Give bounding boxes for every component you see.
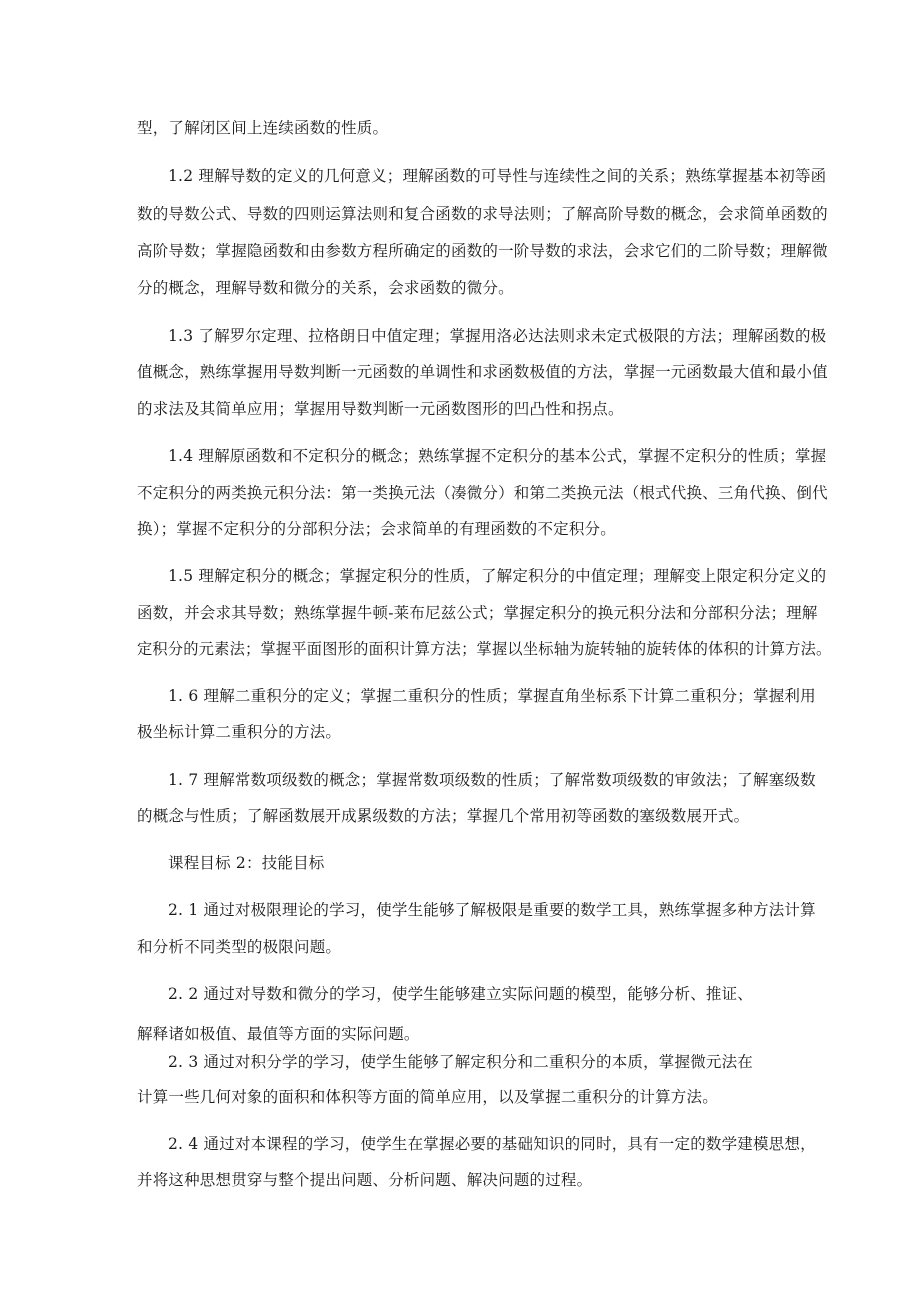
text-line: 数的导数公式、导数的四则运算法则和复合函数的求导法则；了解高阶导数的概念，会求简单函数的 [137, 205, 828, 223]
text-line: 1.5 理解定积分的概念；掌握定积分的性质，了解定积分的中值定理；理解变上限定积分定义的 [168, 567, 827, 585]
text-line: 不定积分的两类换元积分法：第一类换元法（凑微分）和第二类换元法（根式代换、三角代换、倒代 [137, 484, 828, 502]
text-line: 2. 1 通过对极限理论的学习，使学生能够了解极限是重要的数学工具，熟练掌握多种方法计算 [168, 901, 816, 919]
text-line: 1. 6 理解二重积分的定义；掌握二重积分的性质；掌握直角坐标系下计算二重积分；掌握利用 [168, 687, 816, 705]
text-line: 1. 7 理解常数项级数的概念；掌握常数项级数的性质；了解常数项级数的审敛法；了解塞级数 [168, 771, 816, 789]
text-line: 值概念，熟练掌握用导数判断一元函数的单调性和求函数极值的方法，掌握一元函数最大值和最小值 [137, 363, 828, 381]
text-line: 的概念与性质；了解函数展开成累级数的方法；掌握几个常用初等函数的塞级数展开式。 [137, 807, 750, 825]
text-line: 1.4 理解原函数和不定积分的概念；熟练掌握不定积分的基本公式，掌握不定积分的性质；掌握 [168, 447, 827, 465]
text-line: 1.3 了解罗尔定理、拉格朗日中值定理；掌握用洛必达法则求未定式极限的方法；理解函数的极 [168, 327, 827, 345]
section-heading: 课程目标 2：技能目标 [168, 854, 325, 872]
text-line: 函数，并会求其导数；熟练掌握牛顿-莱布尼兹公式；掌握定积分的换元积分法和分部积分法；理解 [137, 604, 818, 622]
text-line: 分的概念，理解导数和微分的关系，会求函数的微分。 [137, 279, 514, 297]
text-line: 并将这种思想贯穿与整个提出问题、分析问题、解决问题的过程。 [137, 1171, 593, 1189]
text-line: 1.2 理解导数的定义的几何意义；理解函数的可导性与连续性之间的关系；熟练掌握基本初等函 [168, 167, 827, 185]
text-line: 和分析不同类型的极限问题。 [137, 938, 342, 956]
text-line: 极坐标计算二重积分的方法。 [137, 723, 342, 741]
text-line: 2. 4 通过对本课程的学习，使学生在掌握必要的基础知识的同时，具有一定的数学建模思想， [168, 1135, 816, 1153]
text-line: 定积分的元素法；掌握平面图形的面积计算方法；掌握以坐标轴为旋转轴的旋转体的体积的计算方法。 [137, 640, 832, 658]
text-line: 换）；掌握不定积分的分部积分法；会求简单的有理函数的不定积分。 [137, 520, 616, 538]
text-line: 的求法及其简单应用；掌握用导数判断一元函数图形的凹凸性和拐点。 [137, 400, 624, 418]
text-line: 解释诸如极值、最值等方面的实际问题。 [137, 1025, 420, 1043]
text-line: 型，了解闭区间上连续函数的性质。 [137, 119, 389, 137]
text-line: 高阶导数；掌握隐函数和由参数方程所确定的函数的一阶导数的求法，会求它们的二阶导数；理解微 [137, 242, 828, 260]
text-line: 2. 2 通过对导数和微分的学习，使学生能够建立实际问题的模型，能够分析、推证、 [168, 985, 754, 1003]
text-line: 计算一些几何对象的面积和体积等方面的简单应用，以及掌握二重积分的计算方法。 [137, 1088, 718, 1106]
text-line: 2. 3 通过对积分学的学习，使学生能够了解定积分和二重积分的本质，掌握微元法在 [168, 1053, 754, 1071]
